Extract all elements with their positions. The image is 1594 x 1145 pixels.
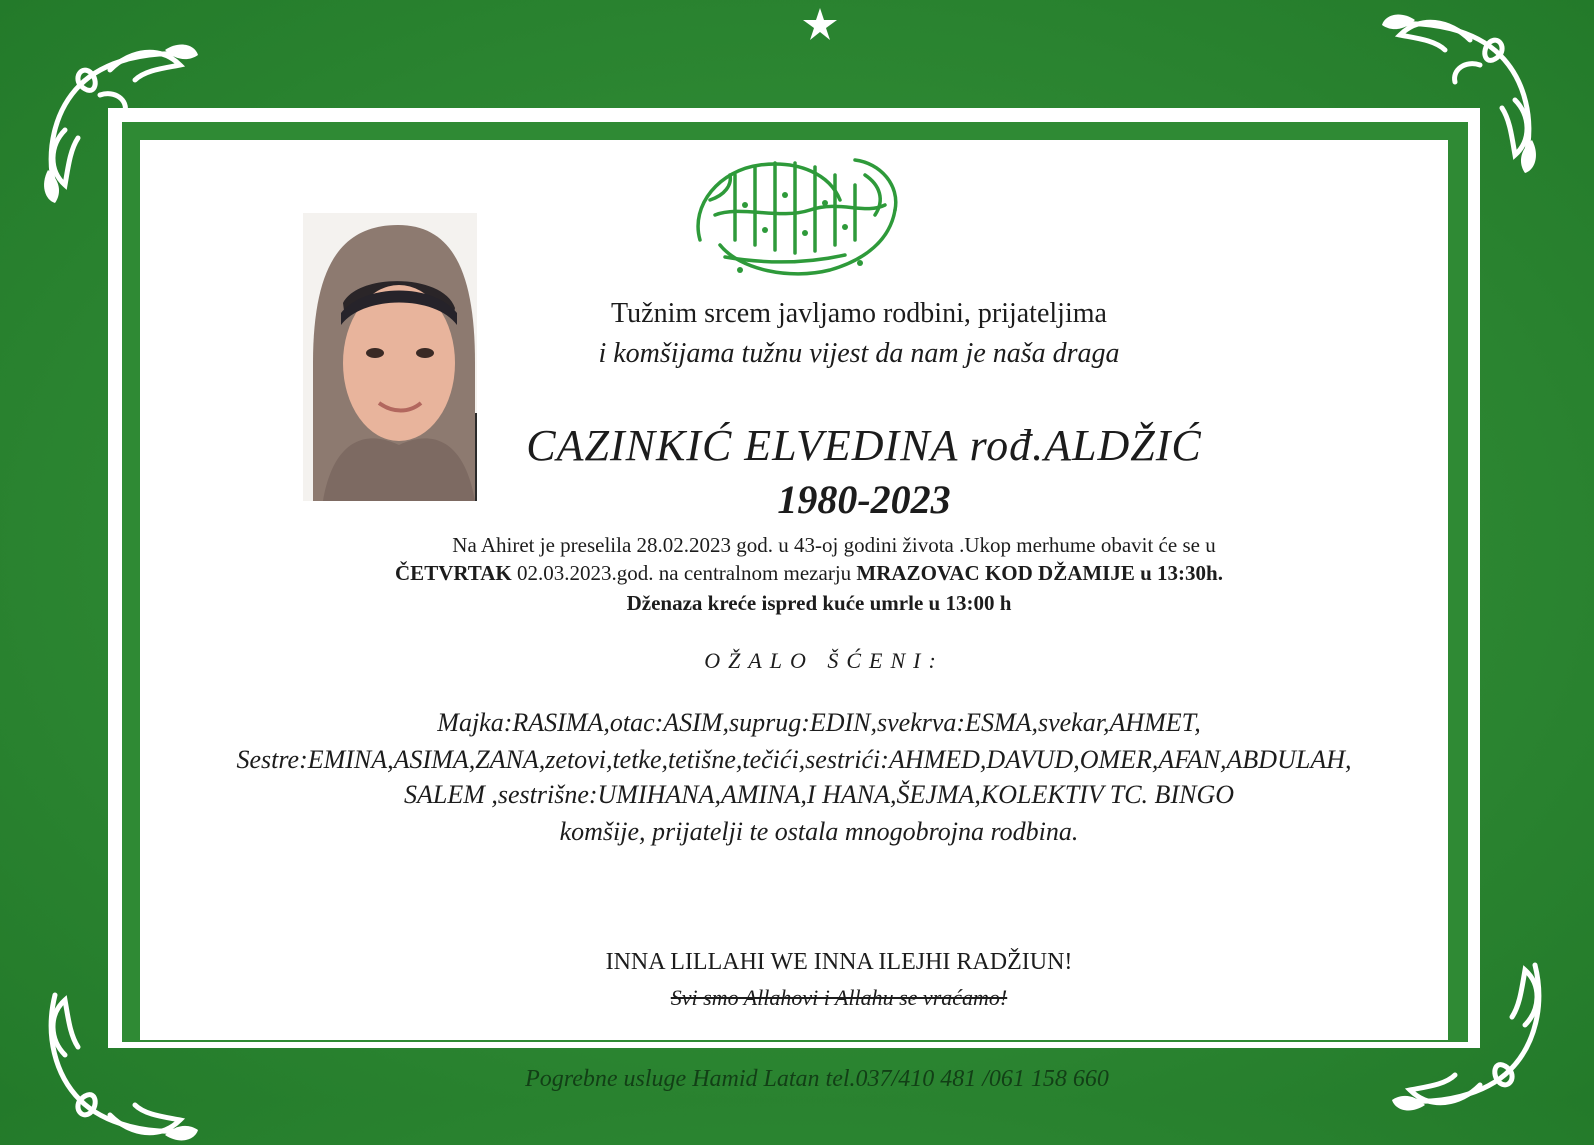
mourners-line-2: Sestre:EMINA,ASIMA,ZANA,zetovi,tetke,tetišne,tečići,sestrići:AHMED,DAVUD,OMER,AFAN,ABDULAH, [236,745,1352,774]
mourners-line-1: Majka:RASIMA,otac:ASIM,suprug:EDIN,svekrva:ESMA,svekar,AHMET, [437,708,1201,737]
detail-line-2 [140,561,1448,586]
funeral-services-footer: Pogrebne usluge Hamid Latan tel.037/410 481 /061 158 660 [525,1066,1109,1092]
mourners-line-3: SALEM ,sestrišne:UMIHANA,AMINA,I HANA,ŠEJMA,KOLEKTIV TC. BINGO [403,780,1234,809]
burial-place: MRAZOVAC KOD DŽAMIJE [856,561,1135,585]
intro-line-1: Tužnim srcem javljamo rodbini, prijateljima [611,298,1107,329]
detail-line-1: Na Ahiret je preselila 28.02.2023 god. u 43-oj godini života .Ukop merhume obavit će se u [452,533,1216,557]
closing-line-2: Svi smo Allahovi i Allahu se vraćamo! [670,985,1008,1010]
burial-date: 02.03.2023.god. na centralnom mezarju [511,561,857,585]
calligraphy-emblem [680,145,910,290]
detail-line-3: Dženaza kreće ispred kuće umrle u 13:00 h [626,591,1012,615]
deceased-name: CAZINKIĆ ELVEDINA rođ.ALDŽIĆ [526,421,1202,470]
burial-day: ČETVRTAK [395,561,512,585]
burial-time: u 13:30h. [1134,561,1223,585]
obituary-card [140,140,1448,1040]
mourners-line-4: komšije, prijatelji te ostala mnogobrojna rodbina. [559,817,1079,846]
life-years: 1980-2023 [777,477,951,522]
closing-line-1: INNA LILLAHI WE INNA ILEJHI RADŽIUN! [605,949,1073,975]
mourners-heading: OŽALO ŠĆENI: [704,648,944,673]
crescent-star-icon [760,0,880,95]
intro-line-2: i komšijama tužnu vijest da nam je naša draga [598,338,1120,369]
